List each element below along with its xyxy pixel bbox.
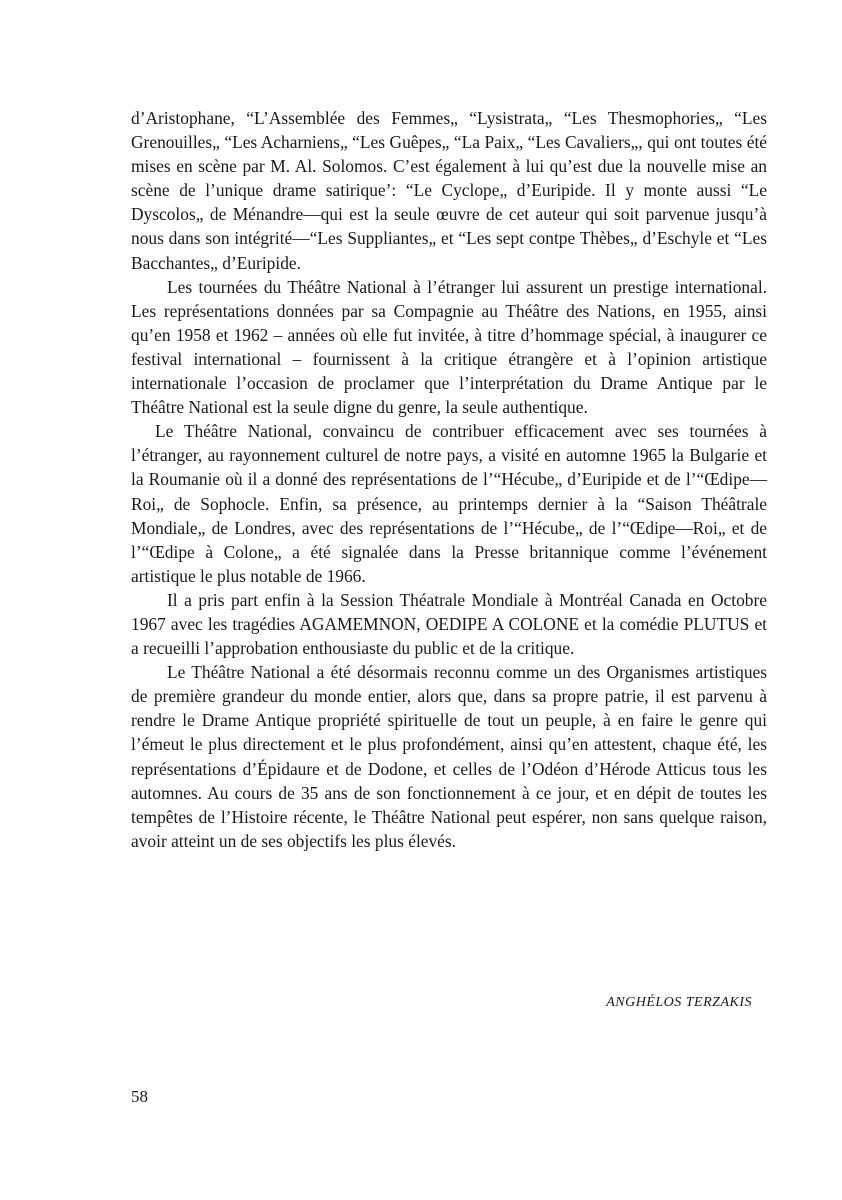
paragraph-international-tours: Les tournées du Théâtre National à l’étranger lui assurent un prestige international. Les représentations données par sa Compagnie au Théâtre des Nations, en 1955, ainsi qu’en 1958 et 1962 – années où elle fut invitée, à titre d’hommage spécial, à inaugurer ce festival international – fournissent à la critique étrangère et à l’opinion artistique internationale l’occasion de proclamer que l’interprétation du Drame Antique par le Théâtre National est la seule digne du genre, la seule authentique.	[131, 276, 767, 418]
author-signature: ANGHÉLOS TERZAKIS	[606, 995, 752, 1010]
page-number: 58	[131, 1087, 148, 1106]
paragraph-montreal-1967: Il a pris part enfin à la Session Théatrale Mondiale à Montréal Canada en Octobre 1967 avec les tragédies AGAMEMNON, OEDIPE A COLONE et la comédie PLUTUS et a recueilli l’approbation enthousiaste du public et de la critique.	[131, 589, 767, 659]
body-text	[131, 106, 767, 853]
paragraph-plays-list: d’Aristophane, “L’Assemblée des Femmes„ “Lysistrata„ “Les Thesmophories„ “Les Grenouilles„ “Les Acharniens„ “Les Guêpes„ “La Paix„ “Les Cavaliers„, qui ont toutes été mises en scène par M. Al. Solomos. C’est également à lui qu’est due la nouvelle mise an scène de l’unique drame satirique’: “Le Cyclope„ d’Euripide. Il y monte aussi “Le Dyscolos„ de Ménandre—qui est la seule œuvre de cet auteur qui soit parvenue jusqu’à nous dans son intégrité—“Les Suppliantes„ et “Les sept contpe Thèbes„ d’Eschyle et “Les Bacchantes„ d’Euripide.	[131, 108, 767, 273]
paragraph-1965-tour: Le Théâtre National, convaincu de contribuer efficacement avec ses tournées à l’étranger, au rayonnement culturel de notre pays, a visité en automne 1965 la Bulgarie et la Roumanie où il a donné des représentations de l’“Hécube„ d’Euripide et de l’“Œdipe—Roi„ de Sophocle. Enfin, sa présence, au printemps dernier à la “Saison Théâtrale Mondiale„ de Londres, avec des représentations de l’“Hécube„ de l’“Œdipe—Roi„ et de l’“Œdipe à Colone„ a été signalée dans la Presse britannique comme l’événement artistique le plus notable de 1966.	[131, 421, 767, 586]
paragraph-conclusion: Le Théâtre National a été désormais reconnu comme un des Organismes artistiques de première grandeur du monde entier, alors que, dans sa propre patrie, il est parvenu à rendre le Drame Antique propriété spirituelle de tout un peuple, à en faire le genre qui l’émeut le plus directement et le plus profondément, ainsi qu’en attestent, chaque été, les représentations d’Épidaure et de Dodone, et celles de l’Odéon d’Hérode Atticus tous les automnes. Au cours de 35 ans de son fonctionnement à ce jour, et en dépit de toutes les tempêtes de l’Histoire récente, le Théâtre National peut espérer, non sans quelque raison, avoir atteint un de ses objectifs les plus élevés.	[131, 662, 767, 851]
